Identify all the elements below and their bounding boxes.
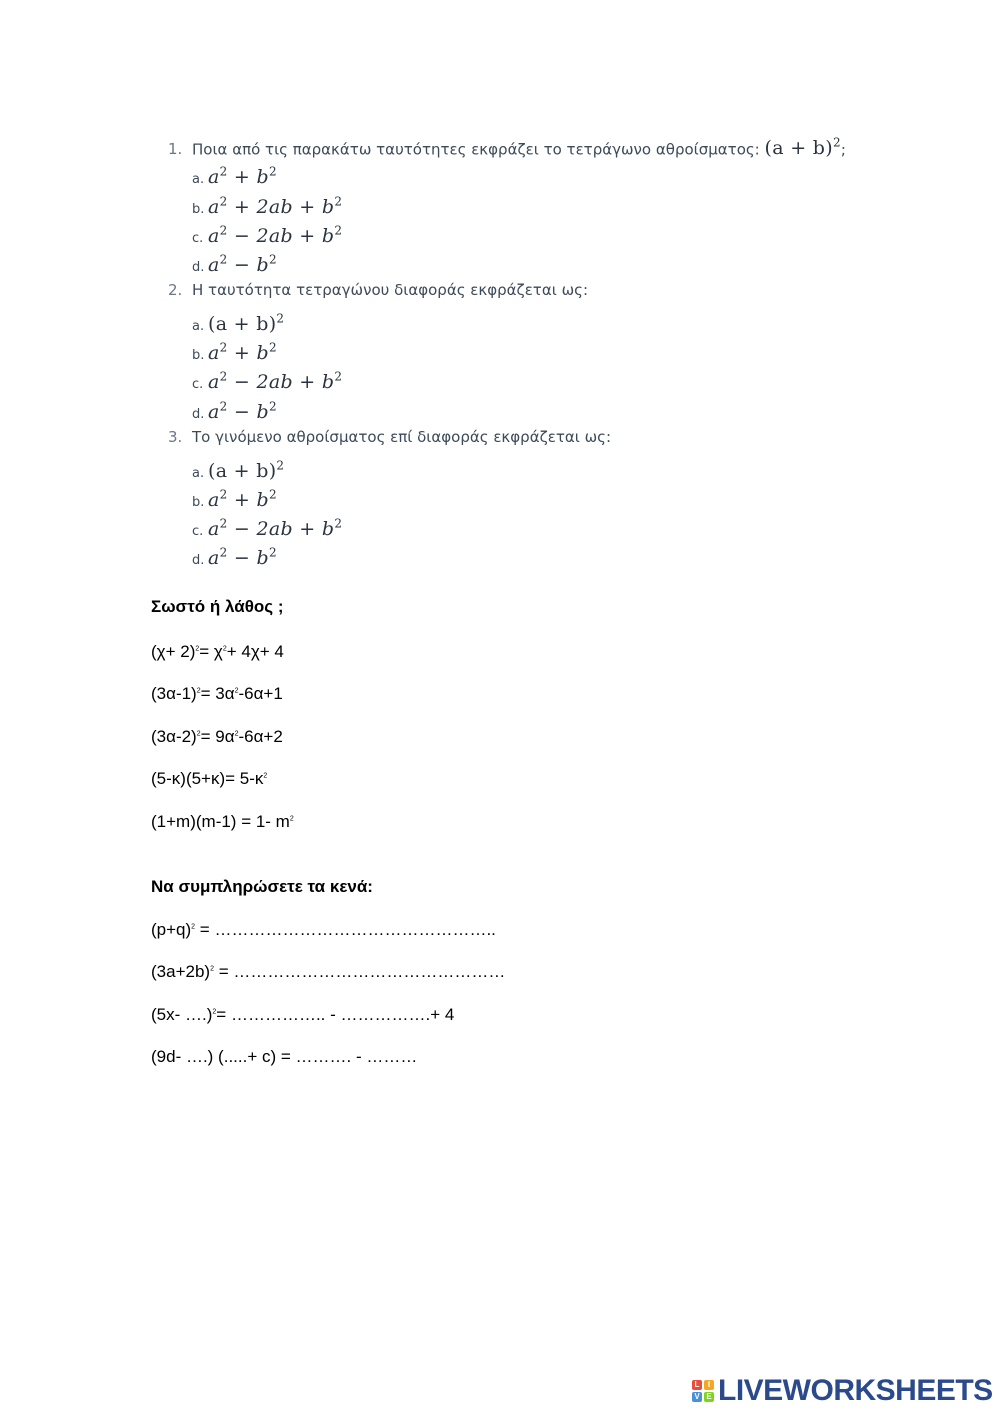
option-3d[interactable] xyxy=(192,539,868,568)
option-letter: a. xyxy=(192,319,205,335)
option-1b[interactable] xyxy=(192,187,868,216)
logo-letter-v: V xyxy=(692,1392,702,1402)
logo-text: LIVEWORKSHEETS xyxy=(718,1374,993,1407)
option-1c[interactable] xyxy=(192,216,868,245)
option-math: $(a + b)^2$ xyxy=(208,311,285,336)
logo-letter-i: I xyxy=(704,1380,714,1390)
option-math: $a^2 + b^2$ xyxy=(208,165,277,189)
option-letter: b. xyxy=(192,348,205,364)
fill-blank-item-2[interactable]: $(3a+2b)^2$ = ………………………………………… xyxy=(151,962,506,981)
question-1-header xyxy=(168,128,868,158)
option-2b[interactable] xyxy=(192,334,868,363)
question-math: $(a + b)^2$ xyxy=(764,136,841,160)
true-false-item-5[interactable]: (1+m)(m-1) = 1- $m^2$ xyxy=(151,812,294,831)
option-2c[interactable] xyxy=(192,363,868,392)
option-letter: a. xyxy=(192,172,205,188)
option-letter: d. xyxy=(192,259,205,275)
question-2-header xyxy=(168,275,868,305)
option-letter: c. xyxy=(192,230,204,246)
option-math: $a^2 - b^2$ xyxy=(208,399,277,423)
option-letter: a. xyxy=(192,465,205,481)
option-2d[interactable] xyxy=(192,392,868,421)
option-letter: d. xyxy=(192,406,205,422)
liveworksheets-logo[interactable] xyxy=(692,1374,993,1408)
question-number: 3. xyxy=(168,427,183,446)
question-3 xyxy=(168,422,868,569)
true-false-item-2[interactable]: $(3\alpha-1)^2= 3\alpha^2-6\alpha+1$ xyxy=(151,684,283,703)
option-math: $a^2 - b^2$ xyxy=(208,546,277,570)
question-number: 1. xyxy=(168,140,183,159)
question-2 xyxy=(168,275,868,422)
option-2a[interactable] xyxy=(192,305,868,334)
option-math: $a^2 + 2ab + b^2$ xyxy=(208,194,343,218)
option-math: $a^2 - 2ab + b^2$ xyxy=(208,370,343,394)
option-math: $(a + b)^2$ xyxy=(208,458,285,482)
question-3-header xyxy=(168,422,868,452)
option-math: $a^2 - 2ab + b^2$ xyxy=(208,516,343,541)
option-1a[interactable] xyxy=(192,158,868,187)
multiple-choice-section xyxy=(168,128,868,568)
option-letter: c. xyxy=(192,524,204,540)
question-text: Ποια από τις παρακάτω ταυτότητες εκφράζει το τετράγωνο αθροίσματος: xyxy=(192,140,760,159)
option-3b[interactable] xyxy=(192,481,868,510)
true-false-title: Σωστό ή λάθος ; xyxy=(151,597,284,616)
option-3a[interactable] xyxy=(192,452,868,481)
question-1 xyxy=(168,128,868,275)
fill-blanks-title: Να συμπληρώσετε τα κενά: xyxy=(151,877,373,896)
fill-blank-item-1[interactable]: $(p+q)^2$ = ………………………………………….. xyxy=(151,920,496,939)
option-letter: c. xyxy=(192,377,204,393)
logo-letter-e: E xyxy=(704,1392,714,1402)
fill-blank-item-3[interactable]: (5x- ….)$^2$= …………….. - …………….+ 4 xyxy=(151,1005,455,1024)
fill-blank-item-4[interactable]: (9d- ….) (.....+ c) = ………. - ……… xyxy=(151,1047,418,1066)
option-math: $a^2 - 2ab + b^2$ xyxy=(208,223,343,247)
option-1d[interactable] xyxy=(192,246,868,275)
true-false-item-3[interactable]: $(3\alpha-2)^2= 9\alpha^2-6\alpha+2$ xyxy=(151,727,283,746)
option-math: $a^2 + b^2$ xyxy=(208,487,277,512)
option-letter: b. xyxy=(192,201,205,217)
logo-icon xyxy=(692,1380,714,1402)
option-3c[interactable] xyxy=(192,510,868,539)
logo-letter-l: L xyxy=(692,1380,702,1390)
option-math: $a^2 + b^2$ xyxy=(208,340,277,365)
option-letter: d. xyxy=(192,553,205,569)
true-false-item-4[interactable]: $(5-\kappa)(5+\kappa)= 5-\kappa^2$ xyxy=(151,769,268,788)
question-number: 2. xyxy=(168,280,183,299)
question-text: Η ταυτότητα τετραγώνου διαφοράς εκφράζεται ως: xyxy=(192,280,588,299)
question-tail: ; xyxy=(840,140,846,159)
true-false-item-1[interactable]: $(\chi+ 2)^2= \chi^2+ 4\chi+ 4$ xyxy=(151,642,284,661)
question-text: Το γινόμενο αθροίσματος επί διαφοράς εκφράζεται ως: xyxy=(192,427,612,446)
option-letter: b. xyxy=(192,495,205,511)
option-math: $a^2 - b^2$ xyxy=(208,252,277,276)
